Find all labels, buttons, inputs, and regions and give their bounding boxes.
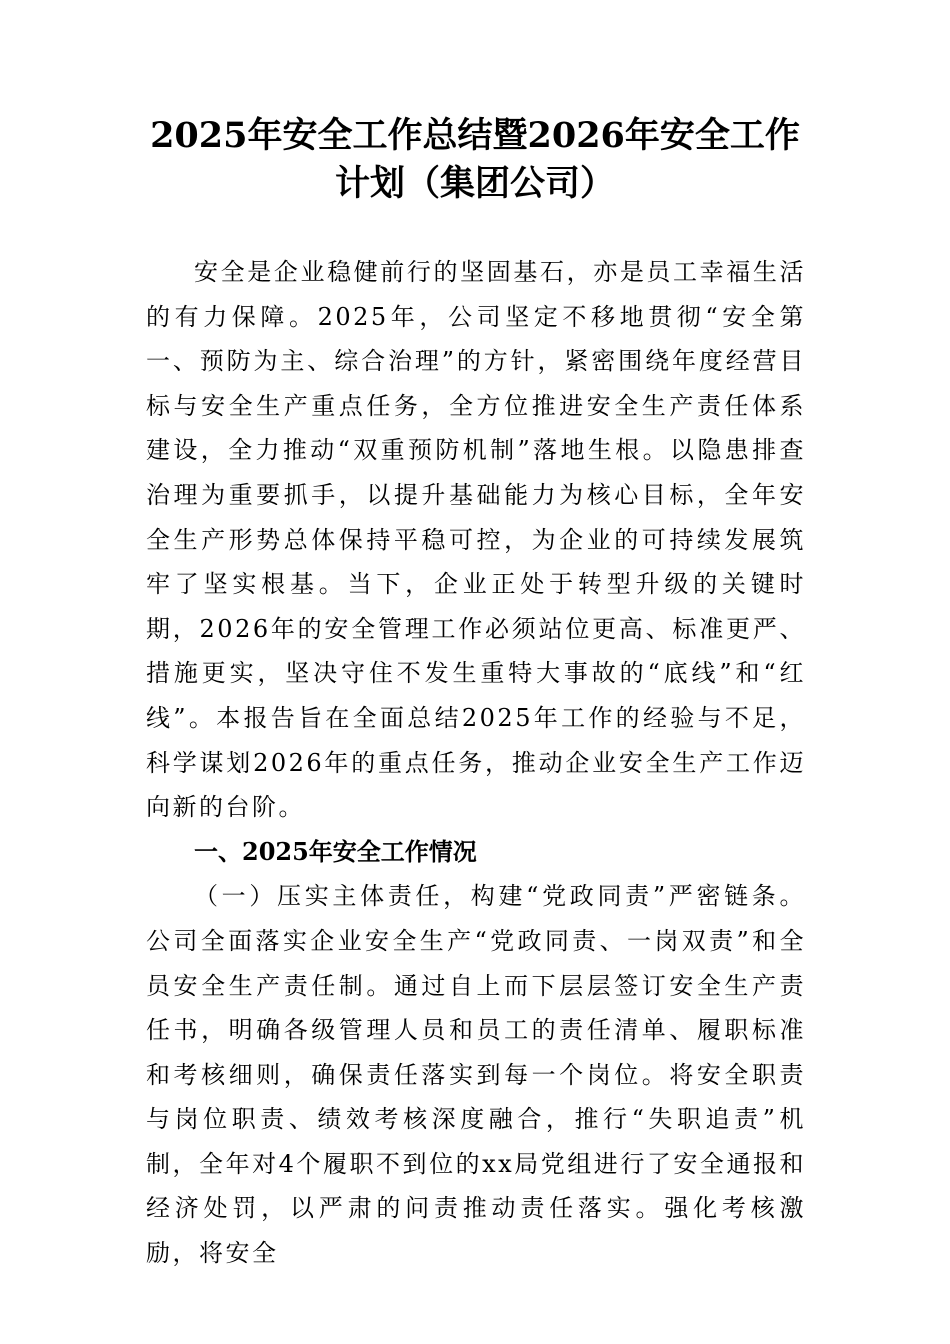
- document-title: 2025年安全工作总结暨2026年安全工作计划（集团公司）: [150, 115, 800, 204]
- section-heading: 一、2025年安全工作情况: [194, 836, 477, 866]
- document-body: [146, 250, 806, 1276]
- section-paragraph: （一）压实主体责任，构建“党政同责”严密链条。公司全面落实企业安全生产“党政同责、一岗双责”和全员安全生产责任制。通过自上而下层层签订安全生产责任书，明确各级管理人员和员工的责任清单、履职标准和考核细则，确保责任落实到每一个岗位。将安全职责与岗位职责、绩效考核深度融合，推行“失职追责”机制，全年对4个履职不到位的xx局党组进行了安全通报和经济处罚，以严肃的问责推动责任落实。强化考核激励，将安全: [146, 882, 806, 1268]
- intro-paragraph: 安全是企业稳健前行的坚固基石，亦是员工幸福生活的有力保障。2025年，公司坚定不移地贯彻“安全第一、预防为主、综合治理”的方针，紧密围绕年度经营目标与安全生产重点任务，全方位推进安全生产责任体系建设，全力推动“双重预防机制”落地生根。以隐患排查治理为重要抓手，以提升基础能力为核心目标，全年安全生产形势总体保持平稳可控，为企业的可持续发展筑牢了坚实根基。当下，企业正处于转型升级的关键时期，2026年的安全管理工作必须站位更高、标准更严、措施更实，坚决守住不发生重特大事故的“底线”和“红线”。本报告旨在全面总结2025年工作的经验与不足，科学谋划2026年的重点任务，推动企业安全生产工作迈向新的台阶。: [146, 258, 806, 822]
